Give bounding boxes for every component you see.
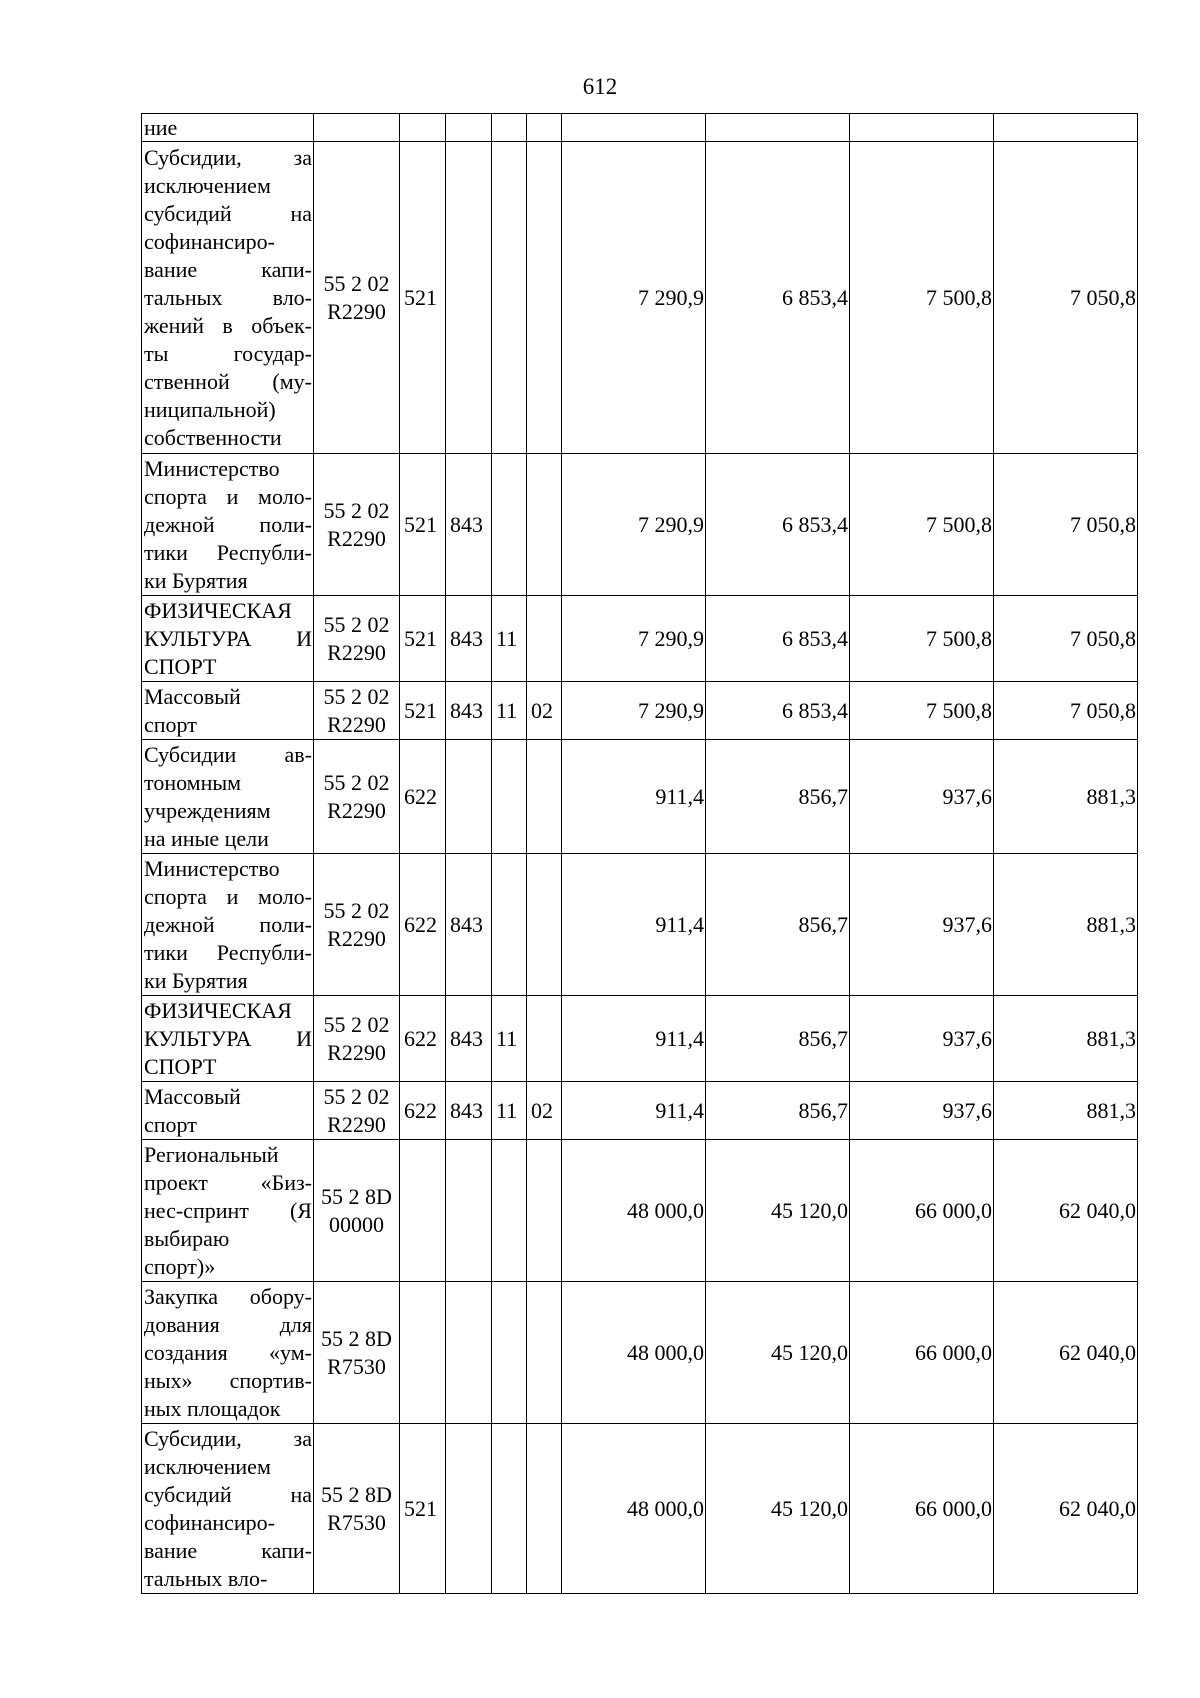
- section-code: 11: [492, 596, 527, 682]
- subsection-code: [527, 1140, 562, 1282]
- name-line: спорт: [144, 711, 197, 737]
- ministry-code: 843: [446, 454, 492, 596]
- name-line: ственной (му-: [144, 368, 312, 394]
- section-code: 11: [492, 682, 527, 740]
- amount-3: 66 000,0: [850, 1424, 994, 1594]
- name-line: КУЛЬТУРА И: [144, 1025, 312, 1051]
- name-line: учреждениям: [144, 797, 271, 823]
- name-line: вание капи-: [144, 1537, 312, 1563]
- name-line: тономным: [144, 769, 242, 795]
- budget-table-body: [142, 114, 1138, 1594]
- name-line: ки Бурятия: [144, 967, 248, 993]
- amount-4: 881,3: [994, 996, 1138, 1082]
- amount-3: 937,6: [850, 740, 994, 854]
- table-row: [142, 740, 1138, 854]
- row-name: [142, 1282, 314, 1424]
- amount-3: 937,6: [850, 854, 994, 996]
- row-name: [142, 996, 314, 1082]
- row-name: [142, 1140, 314, 1282]
- amount-2: 856,7: [706, 996, 850, 1082]
- ministry-code: 843: [446, 682, 492, 740]
- name-line: субсидий на: [144, 200, 312, 226]
- ministry-code: [446, 142, 492, 454]
- row-name: [142, 454, 314, 596]
- amount-4: 62 040,0: [994, 1424, 1138, 1594]
- amount-1: [562, 114, 706, 142]
- amount-2: 6 853,4: [706, 142, 850, 454]
- amount-2: 45 120,0: [706, 1282, 850, 1424]
- name-line: СПОРТ: [144, 653, 217, 679]
- name-line: собственности: [144, 424, 282, 450]
- name-line: нес-спринт (Я: [144, 1197, 312, 1223]
- name-line: КУЛЬТУРА И: [144, 625, 312, 651]
- name-line: тики Республи-: [144, 939, 312, 965]
- amount-1: 911,4: [562, 740, 706, 854]
- row-name: [142, 854, 314, 996]
- name-line: жений в объек-: [144, 312, 312, 338]
- expense-type: 521: [400, 142, 446, 454]
- name-line: ФИЗИЧЕСКАЯ: [144, 997, 292, 1023]
- name-line: исключением: [144, 1453, 271, 1479]
- amount-3: [850, 114, 994, 142]
- target-code: 55 2 02 R2290: [314, 596, 400, 682]
- subsection-code: [527, 454, 562, 596]
- ministry-code: 843: [446, 1082, 492, 1140]
- name-line: Министерство: [144, 455, 280, 481]
- amount-2: 6 853,4: [706, 454, 850, 596]
- name-line: спорта и моло-: [144, 883, 312, 909]
- expense-type: 622: [400, 854, 446, 996]
- amount-2: 6 853,4: [706, 596, 850, 682]
- table-row: [142, 1282, 1138, 1424]
- amount-4: 62 040,0: [994, 1140, 1138, 1282]
- section-code: [492, 454, 527, 596]
- section-code: 11: [492, 996, 527, 1082]
- expense-type: 521: [400, 454, 446, 596]
- section-code: [492, 1424, 527, 1594]
- amount-3: 937,6: [850, 1082, 994, 1140]
- table-row: [142, 1082, 1138, 1140]
- amount-2: 45 120,0: [706, 1424, 850, 1594]
- name-line: Массовый: [144, 683, 241, 709]
- table-row: [142, 454, 1138, 596]
- amount-1: 7 290,9: [562, 454, 706, 596]
- name-line: ниципальной): [144, 396, 276, 422]
- name-line: Субсидии, за: [144, 144, 312, 170]
- table-row: [142, 996, 1138, 1082]
- subsection-code: [527, 854, 562, 996]
- ministry-code: [446, 1140, 492, 1282]
- row-name: [142, 740, 314, 854]
- amount-2: [706, 114, 850, 142]
- target-code: 55 2 8D R7530: [314, 1282, 400, 1424]
- section-code: [492, 114, 527, 142]
- row-name: [142, 1424, 314, 1594]
- name-line: тальных вло-: [144, 1565, 268, 1591]
- table-row: [142, 682, 1138, 740]
- name-line: ных» спортив-: [144, 1367, 312, 1393]
- amount-1: 7 290,9: [562, 596, 706, 682]
- amount-1: 48 000,0: [562, 1424, 706, 1594]
- expense-type: 622: [400, 1082, 446, 1140]
- amount-1: 48 000,0: [562, 1282, 706, 1424]
- subsection-code: [527, 740, 562, 854]
- name-line: дежной поли-: [144, 911, 312, 937]
- amount-1: 911,4: [562, 1082, 706, 1140]
- ministry-code: 843: [446, 854, 492, 996]
- name-line: ние: [144, 114, 178, 140]
- table-row: [142, 854, 1138, 996]
- expense-type: [400, 1282, 446, 1424]
- amount-1: 7 290,9: [562, 142, 706, 454]
- amount-3: 7 500,8: [850, 596, 994, 682]
- expense-type: 622: [400, 996, 446, 1082]
- section-code: 11: [492, 1082, 527, 1140]
- section-code: [492, 740, 527, 854]
- amount-1: 48 000,0: [562, 1140, 706, 1282]
- expense-type: [400, 1140, 446, 1282]
- target-code: 55 2 02 R2290: [314, 142, 400, 454]
- expense-type: 622: [400, 740, 446, 854]
- ministry-code: 843: [446, 996, 492, 1082]
- subsection-code: [527, 996, 562, 1082]
- subsection-code: [527, 596, 562, 682]
- amount-4: 7 050,8: [994, 682, 1138, 740]
- target-code: 55 2 8D 00000: [314, 1140, 400, 1282]
- target-code: 55 2 02 R2290: [314, 740, 400, 854]
- page-number: 612: [582, 74, 618, 99]
- name-line: Региональный: [144, 1141, 279, 1167]
- row-name: [142, 1082, 314, 1140]
- table-row: [142, 1424, 1138, 1594]
- amount-3: 7 500,8: [850, 454, 994, 596]
- amount-1: 7 290,9: [562, 682, 706, 740]
- name-line: дежной поли-: [144, 511, 312, 537]
- ministry-code: 843: [446, 596, 492, 682]
- amount-4: 62 040,0: [994, 1282, 1138, 1424]
- amount-4: 881,3: [994, 854, 1138, 996]
- ministry-code: [446, 740, 492, 854]
- expense-type: 521: [400, 596, 446, 682]
- name-line: субсидий на: [144, 1481, 312, 1507]
- subsection-code: 02: [527, 1082, 562, 1140]
- name-line: софинансиро-: [144, 1509, 275, 1535]
- target-code: 55 2 8D R7530: [314, 1424, 400, 1594]
- name-line: спорта и моло-: [144, 483, 312, 509]
- name-line: ты государ-: [144, 340, 312, 366]
- amount-2: 856,7: [706, 740, 850, 854]
- expense-type: 521: [400, 1424, 446, 1594]
- amount-4: 7 050,8: [994, 142, 1138, 454]
- row-name: [142, 596, 314, 682]
- subsection-code: [527, 142, 562, 454]
- amount-3: 66 000,0: [850, 1282, 994, 1424]
- subsection-code: [527, 1424, 562, 1594]
- row-name: [142, 114, 314, 142]
- name-line: тальных вло-: [144, 284, 312, 310]
- ministry-code: [446, 114, 492, 142]
- amount-2: 45 120,0: [706, 1140, 850, 1282]
- section-code: [492, 1282, 527, 1424]
- name-line: проект «Биз-: [144, 1169, 312, 1195]
- name-line: спорт: [144, 1111, 197, 1137]
- amount-3: 66 000,0: [850, 1140, 994, 1282]
- target-code: 55 2 02 R2290: [314, 1082, 400, 1140]
- target-code: [314, 114, 400, 142]
- target-code: 55 2 02 R2290: [314, 854, 400, 996]
- name-line: Министерство: [144, 855, 280, 881]
- name-line: выбираю: [144, 1225, 230, 1251]
- subsection-code: [527, 1282, 562, 1424]
- amount-4: 7 050,8: [994, 454, 1138, 596]
- name-line: ных площадок: [144, 1395, 281, 1421]
- amount-3: 7 500,8: [850, 142, 994, 454]
- amount-2: 856,7: [706, 1082, 850, 1140]
- table-row: [142, 596, 1138, 682]
- amount-4: 881,3: [994, 740, 1138, 854]
- section-code: [492, 142, 527, 454]
- table-row: [142, 142, 1138, 454]
- amount-4: [994, 114, 1138, 142]
- amount-3: 7 500,8: [850, 682, 994, 740]
- name-line: Субсидии ав-: [144, 741, 312, 767]
- name-line: исключением: [144, 172, 271, 198]
- table-row: [142, 1140, 1138, 1282]
- expense-type: [400, 114, 446, 142]
- name-line: вание капи-: [144, 256, 312, 282]
- target-code: 55 2 02 R2290: [314, 682, 400, 740]
- ministry-code: [446, 1424, 492, 1594]
- section-code: [492, 854, 527, 996]
- name-line: спорт)»: [144, 1253, 216, 1279]
- amount-3: 937,6: [850, 996, 994, 1082]
- target-code: 55 2 02 R2290: [314, 454, 400, 596]
- amount-1: 911,4: [562, 996, 706, 1082]
- name-line: Закупка обору-: [144, 1283, 312, 1309]
- name-line: Массовый: [144, 1083, 241, 1109]
- name-line: дования для: [144, 1311, 312, 1337]
- amount-4: 7 050,8: [994, 596, 1138, 682]
- name-line: Субсидии, за: [144, 1425, 312, 1451]
- name-line: создания «ум-: [144, 1339, 312, 1365]
- subsection-code: [527, 114, 562, 142]
- name-line: софинансиро-: [144, 228, 275, 254]
- name-line: ки Бурятия: [144, 567, 248, 593]
- expense-type: 521: [400, 682, 446, 740]
- name-line: на иные цели: [144, 825, 269, 851]
- name-line: тики Республи-: [144, 539, 312, 565]
- budget-table: [141, 113, 1138, 1594]
- amount-1: 911,4: [562, 854, 706, 996]
- amount-2: 856,7: [706, 854, 850, 996]
- row-name: [142, 142, 314, 454]
- target-code: 55 2 02 R2290: [314, 996, 400, 1082]
- subsection-code: 02: [527, 682, 562, 740]
- amount-2: 6 853,4: [706, 682, 850, 740]
- row-name: [142, 682, 314, 740]
- section-code: [492, 1140, 527, 1282]
- amount-4: 881,3: [994, 1082, 1138, 1140]
- name-line: СПОРТ: [144, 1053, 217, 1079]
- ministry-code: [446, 1282, 492, 1424]
- table-row: [142, 114, 1138, 142]
- name-line: ФИЗИЧЕСКАЯ: [144, 597, 292, 623]
